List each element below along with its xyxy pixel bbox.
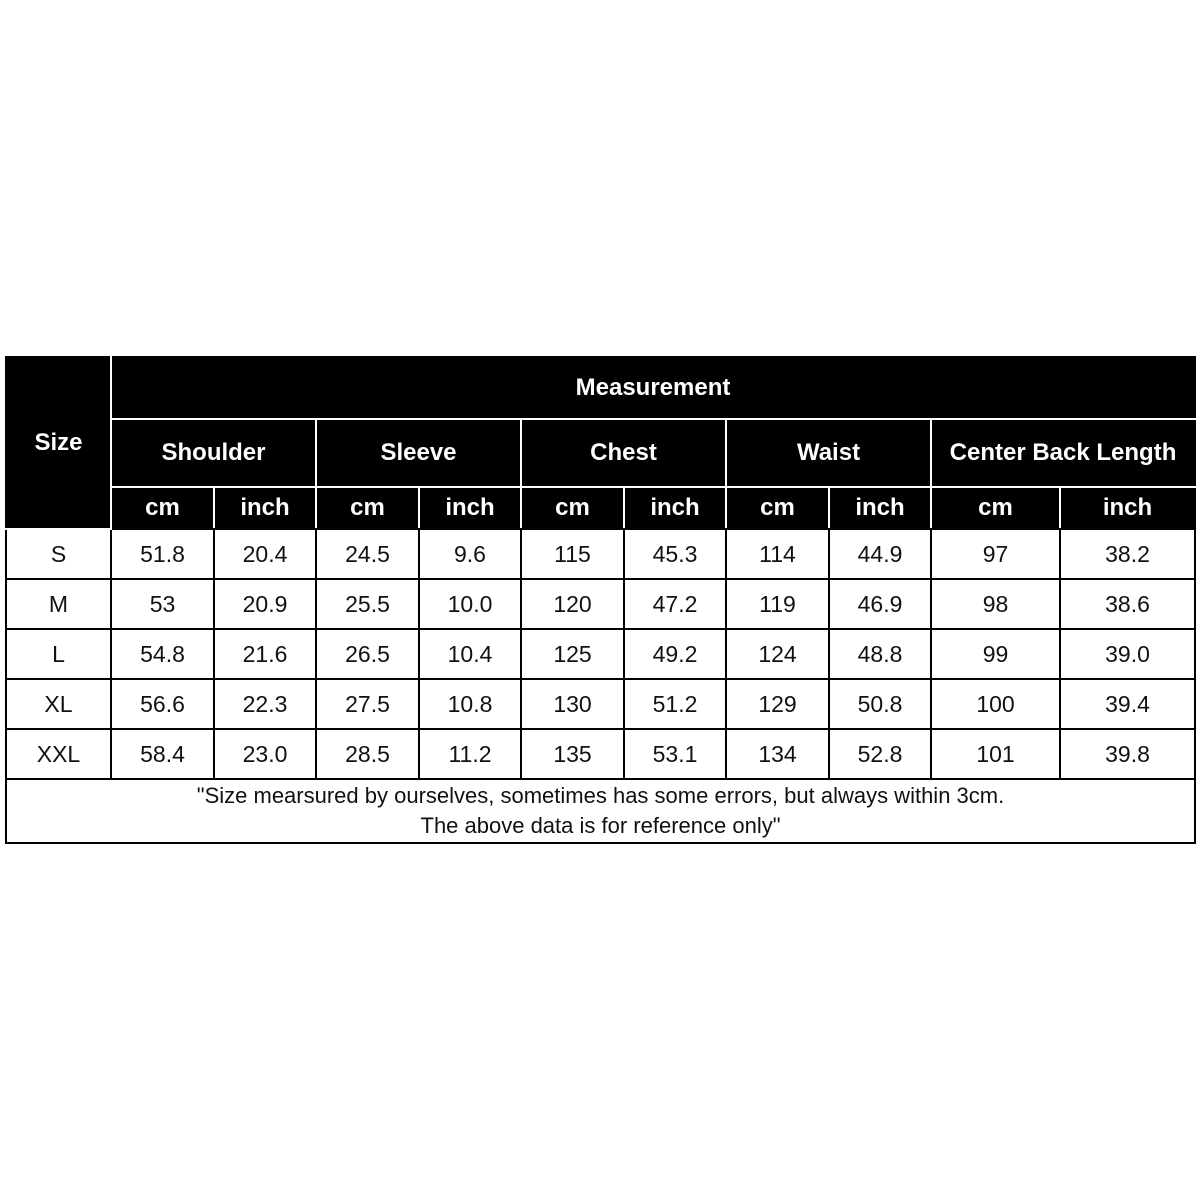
size-label: XXL bbox=[6, 729, 111, 779]
table-cell: 44.9 bbox=[829, 529, 931, 579]
category-header-waist: Waist bbox=[726, 419, 931, 487]
category-header-shoulder: Shoulder bbox=[111, 419, 316, 487]
table-cell: 39.4 bbox=[1060, 679, 1195, 729]
table-cell: 56.6 bbox=[111, 679, 214, 729]
table-cell: 124 bbox=[726, 629, 829, 679]
category-header-sleeve: Sleeve bbox=[316, 419, 521, 487]
table-cell: 97 bbox=[931, 529, 1060, 579]
table-cell: 125 bbox=[521, 629, 624, 679]
table-cell: 22.3 bbox=[214, 679, 316, 729]
table-cell: 10.4 bbox=[419, 629, 521, 679]
measurement-header-row bbox=[6, 357, 1195, 419]
unit-header: cm bbox=[726, 487, 829, 529]
table-cell: 135 bbox=[521, 729, 624, 779]
category-header-chest: Chest bbox=[521, 419, 726, 487]
table-cell: 53 bbox=[111, 579, 214, 629]
table-cell: 54.8 bbox=[111, 629, 214, 679]
table-cell: 25.5 bbox=[316, 579, 419, 629]
size-column-header: Size bbox=[6, 357, 111, 529]
size-label: XL bbox=[6, 679, 111, 729]
unit-header: cm bbox=[316, 487, 419, 529]
table-row bbox=[6, 629, 1195, 679]
note-line: The above data is for reference only" bbox=[420, 813, 781, 838]
table-cell: 10.0 bbox=[419, 579, 521, 629]
table-cell: 45.3 bbox=[624, 529, 726, 579]
table-cell: 101 bbox=[931, 729, 1060, 779]
unit-header: cm bbox=[111, 487, 214, 529]
table-cell: 98 bbox=[931, 579, 1060, 629]
table-cell: 9.6 bbox=[419, 529, 521, 579]
table-cell: 39.8 bbox=[1060, 729, 1195, 779]
unit-header-row bbox=[6, 487, 1195, 529]
unit-header: inch bbox=[419, 487, 521, 529]
table-cell: 114 bbox=[726, 529, 829, 579]
size-label: S bbox=[6, 529, 111, 579]
table-cell: 46.9 bbox=[829, 579, 931, 629]
table-cell: 39.0 bbox=[1060, 629, 1195, 679]
table-cell: 50.8 bbox=[829, 679, 931, 729]
table-cell: 20.4 bbox=[214, 529, 316, 579]
table-cell: 28.5 bbox=[316, 729, 419, 779]
table-cell: 23.0 bbox=[214, 729, 316, 779]
table-cell: 11.2 bbox=[419, 729, 521, 779]
unit-header: inch bbox=[214, 487, 316, 529]
size-chart-table bbox=[5, 356, 1196, 844]
unit-header: inch bbox=[624, 487, 726, 529]
table-row bbox=[6, 729, 1195, 779]
unit-header: inch bbox=[829, 487, 931, 529]
note-row bbox=[6, 779, 1195, 843]
table-cell: 99 bbox=[931, 629, 1060, 679]
table-cell: 20.9 bbox=[214, 579, 316, 629]
category-header-row bbox=[6, 419, 1195, 487]
unit-header: cm bbox=[931, 487, 1060, 529]
size-label: L bbox=[6, 629, 111, 679]
table-cell: 100 bbox=[931, 679, 1060, 729]
table-cell: 38.6 bbox=[1060, 579, 1195, 629]
table-cell: 58.4 bbox=[111, 729, 214, 779]
table-cell: 27.5 bbox=[316, 679, 419, 729]
table-cell: 47.2 bbox=[624, 579, 726, 629]
category-header-center-back-length: Center Back Length bbox=[931, 419, 1195, 487]
table-cell: 129 bbox=[726, 679, 829, 729]
table-cell: 26.5 bbox=[316, 629, 419, 679]
table-cell: 52.8 bbox=[829, 729, 931, 779]
size-label: M bbox=[6, 579, 111, 629]
reference-note bbox=[6, 779, 1195, 843]
table-cell: 51.2 bbox=[624, 679, 726, 729]
table-cell: 21.6 bbox=[214, 629, 316, 679]
table-cell: 38.2 bbox=[1060, 529, 1195, 579]
table-cell: 48.8 bbox=[829, 629, 931, 679]
table-cell: 49.2 bbox=[624, 629, 726, 679]
table-cell: 120 bbox=[521, 579, 624, 629]
table-cell: 53.1 bbox=[624, 729, 726, 779]
table-cell: 134 bbox=[726, 729, 829, 779]
table-cell: 119 bbox=[726, 579, 829, 629]
table-cell: 51.8 bbox=[111, 529, 214, 579]
table-cell: 10.8 bbox=[419, 679, 521, 729]
unit-header: cm bbox=[521, 487, 624, 529]
unit-header: inch bbox=[1060, 487, 1195, 529]
table-row bbox=[6, 579, 1195, 629]
table-cell: 130 bbox=[521, 679, 624, 729]
table-cell: 115 bbox=[521, 529, 624, 579]
note-line: "Size mearsured by ourselves, sometimes has some errors, but always within 3cm. bbox=[196, 783, 1005, 808]
table-row bbox=[6, 529, 1195, 579]
table-row bbox=[6, 679, 1195, 729]
table-cell: 24.5 bbox=[316, 529, 419, 579]
measurement-header: Measurement bbox=[111, 357, 1195, 419]
